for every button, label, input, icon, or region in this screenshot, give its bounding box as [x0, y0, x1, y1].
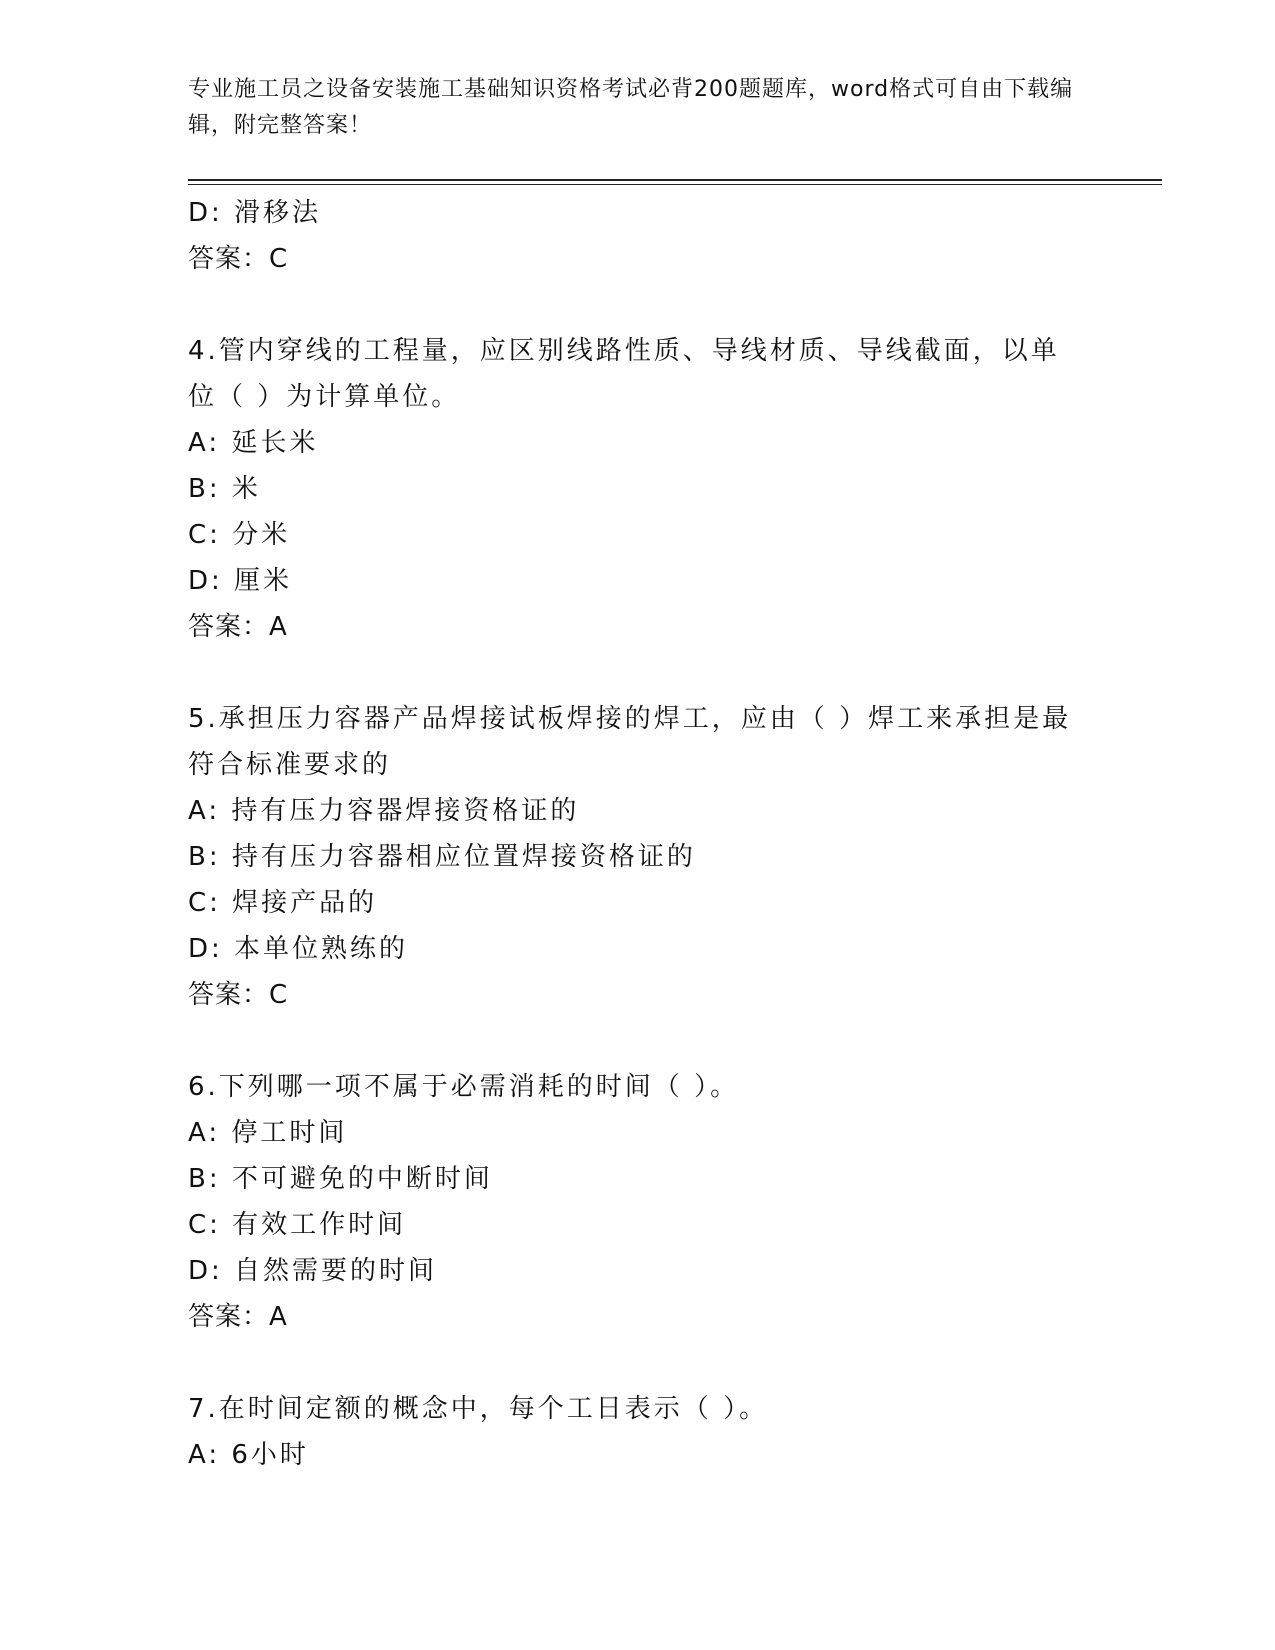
answer: 答案：C — [188, 980, 289, 1010]
option-c: C: 分米 — [188, 520, 291, 550]
question-text: 5.承担压力容器产品焊接试板焊接的焊工，应由（ ）焊工来承担是最符合标准要求的 — [188, 704, 1072, 780]
answer: 答案：C — [188, 244, 289, 274]
option-a: A: 停工时间 — [188, 1118, 348, 1148]
question-text: 7.在时间定额的概念中，每个工日表示（ ）。 — [188, 1394, 769, 1424]
question-text: 6.下列哪一项不属于必需消耗的时间（ ）。 — [188, 1072, 740, 1102]
spacer — [188, 1340, 1088, 1386]
option-c: C: 有效工作时间 — [188, 1210, 407, 1240]
answer: 答案：A — [188, 1302, 288, 1332]
question-7 — [188, 1386, 1088, 1478]
option-c: C: 焊接产品的 — [188, 888, 378, 918]
question-4 — [188, 328, 1088, 650]
option-a: A: 持有压力容器焊接资格证的 — [188, 796, 580, 826]
option-d: D: 厘米 — [188, 566, 293, 596]
option-a: A: 6小时 — [188, 1440, 309, 1470]
document-header: 专业施工员之设备安装施工基础知识资格考试必背200题题库，word格式可自由下载编辑，附完整答案！ — [188, 77, 1074, 138]
question-5 — [188, 696, 1088, 1018]
question-list — [188, 190, 1088, 1478]
option-d: D: 本单位熟练的 — [188, 934, 409, 964]
option-d: D: 自然需要的时间 — [188, 1256, 438, 1286]
option-d: D: 滑移法 — [188, 198, 322, 228]
header-rule-thick — [188, 179, 1162, 181]
spacer — [188, 1018, 1088, 1064]
question-text: 4.管内穿线的工程量，应区别线路性质、导线材质、导线截面，以单位（ ）为计算单位。 — [188, 336, 1060, 412]
question-6 — [188, 1064, 1088, 1340]
header-rule-thin — [188, 184, 1162, 185]
option-b: B: 米 — [188, 474, 261, 504]
spacer — [188, 650, 1088, 696]
answer: 答案：A — [188, 612, 288, 642]
option-a: A: 延长米 — [188, 428, 319, 458]
option-b: B: 持有压力容器相应位置焊接资格证的 — [188, 842, 696, 872]
spacer — [188, 282, 1088, 328]
option-b: B: 不可避免的中断时间 — [188, 1164, 493, 1194]
